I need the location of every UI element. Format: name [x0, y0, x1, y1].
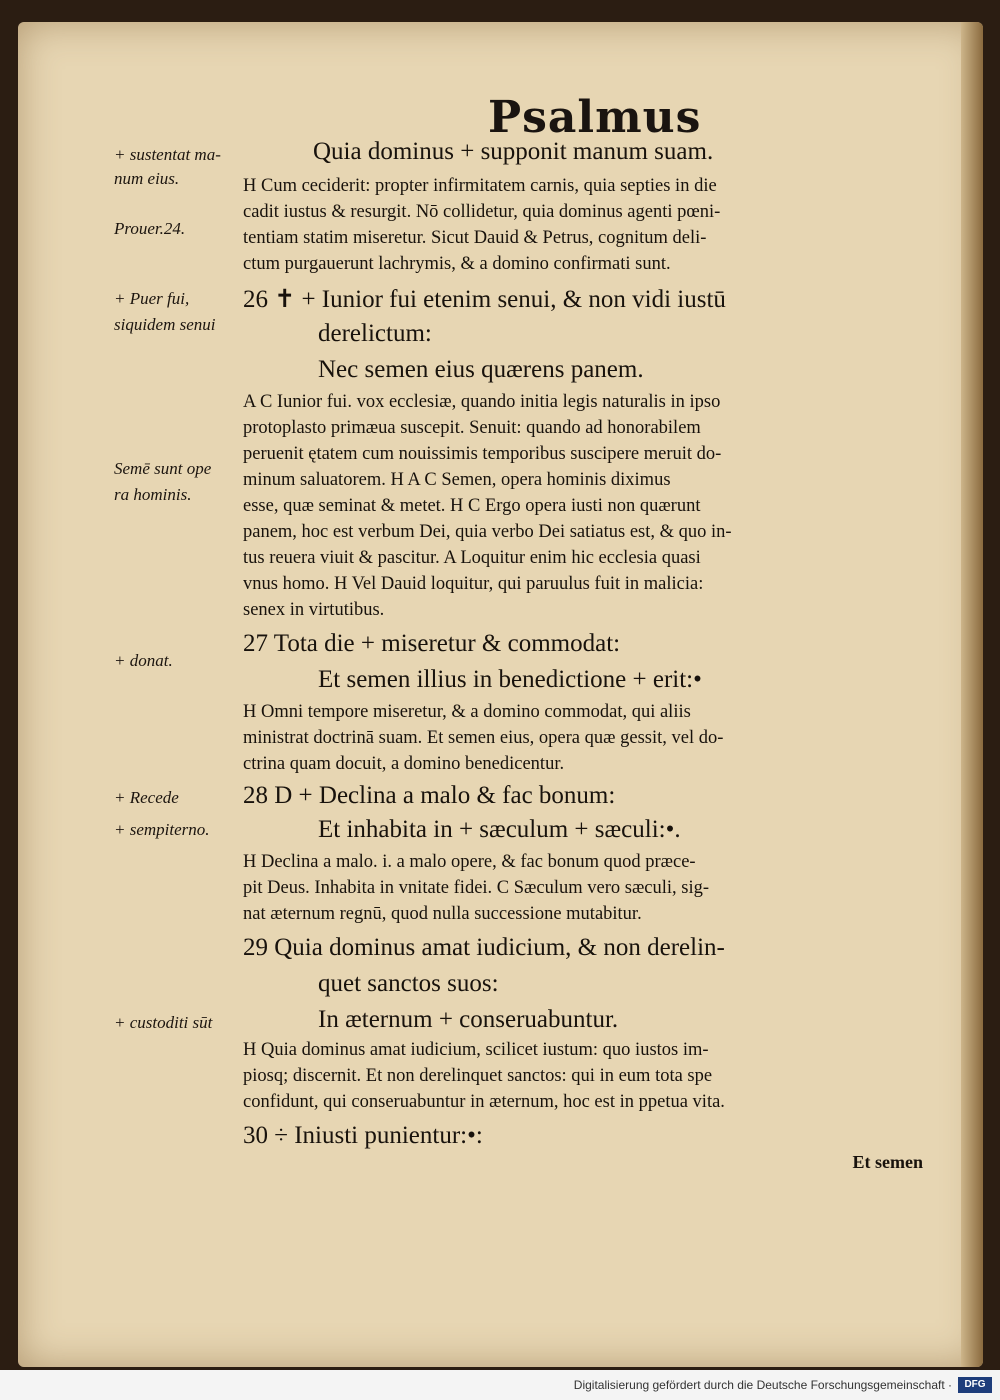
verse-line: 28 D + Declina a malo & fac bonum:	[243, 782, 616, 809]
margin-note: + sustentat ma-	[114, 145, 221, 164]
gloss-line: protoplasto primæua suscepit. Senuit: quando ad honorabilem	[243, 418, 701, 438]
verse-line: Nec semen eius quærens panem.	[318, 356, 644, 383]
digitization-footer	[0, 1370, 1000, 1400]
margin-note: Prouer.24.	[114, 219, 186, 238]
gloss-line: senex in virtutibus.	[243, 600, 385, 620]
verse-line: 27 Tota die + miseretur & commodat:	[243, 630, 621, 657]
gloss-line: esse, quæ seminat & metet. H C Ergo opera iusti non quærunt	[243, 496, 701, 516]
gloss-line: H Cum ceciderit: propter infirmitatem carnis, quia septies in die	[243, 176, 717, 196]
gloss-line: piosq; discernit. Et non derelinquet sanctos: qui in eum tota spe	[243, 1066, 713, 1086]
margin-note: + Recede	[114, 788, 179, 807]
running-header: Psalmus	[488, 92, 702, 143]
gloss-line: panem, hoc est verbum Dei, quia verbo Dei satiatus est, & quo in-	[243, 522, 732, 542]
gloss-line: tentiam statim miseretur. Sicut Dauid & Petrus, cognitum deli-	[243, 228, 707, 248]
verse-line: Et semen illius in benedictione + erit:•	[318, 666, 702, 693]
gloss-line: vnus homo. H Vel Dauid loquitur, qui paruulus fuit in malicia:	[243, 574, 704, 594]
gloss-line: tus reuera viuit & pascitur. A Loquitur enim hic ecclesia quasi	[243, 548, 701, 568]
margin-note: + donat.	[114, 651, 173, 670]
gloss-line: A C Iunior fui. vox ecclesiæ, quando initia legis naturalis in ipso	[243, 392, 721, 412]
footer-credit: Digitalisierung gefördert durch die Deutsche Forschungsgemeinschaft ·	[573, 1378, 952, 1392]
margin-note: num eius.	[114, 169, 180, 188]
gloss-line: H Quia dominus amat iudicium, scilicet iustum: quo iustos im-	[243, 1040, 709, 1060]
gloss-line: H Omni tempore miseretur, & a domino commodat, qui aliis	[243, 702, 691, 722]
verse-line: 26 ✝ + Iunior fui etenim senui, & non vidi iustū	[243, 286, 726, 313]
margin-note: ra hominis.	[114, 485, 192, 504]
verse-line: Et inhabita in + sæculum + sæculi:•.	[318, 816, 681, 843]
gloss-line: minum saluatorem. H A C Semen, opera hominis diximus	[243, 470, 671, 490]
verse-line: derelictum:	[318, 320, 432, 347]
book-page	[18, 22, 983, 1367]
verse-line: In æternum + conseruabuntur.	[318, 1006, 619, 1033]
page-gutter	[961, 22, 983, 1367]
gloss-line: cadit iustus & resurgit. Nō collidetur, quia dominus agenti pœni-	[243, 202, 721, 222]
gloss-line: H Declina a malo. i. a malo opere, & fac bonum quod præce-	[243, 852, 696, 872]
verse-line: Quia dominus + supponit manum suam.	[313, 138, 714, 165]
margin-note: + Puer fui,	[114, 289, 190, 308]
gloss-line: peruenit ętatem cum nouissimis temporibus suscipere meruit do-	[243, 444, 722, 464]
gloss-line: pit Deus. Inhabita in vnitate fidei. C Sæculum vero sæculi, sig-	[243, 878, 710, 898]
verse-line: quet sanctos suos:	[318, 970, 499, 997]
verse-line: 29 Quia dominus amat iudicium, & non derelin-	[243, 934, 725, 961]
gloss-line: nat æternum regnū, quod nulla successione mutabitur.	[243, 904, 642, 924]
dfg-logo-icon: DFG	[958, 1377, 992, 1393]
gloss-line: ctum purgauerunt lachrymis, & a domino confirmati sunt.	[243, 254, 671, 274]
verse-line: 30 ÷ Iniusti punientur:•:	[243, 1122, 483, 1149]
margin-note: + custoditi sūt	[114, 1013, 213, 1032]
catchword: Et semen	[852, 1152, 923, 1172]
margin-note: siquidem senui	[114, 315, 216, 334]
margin-note: Semē sunt ope	[114, 459, 212, 478]
margin-note: + sempiterno.	[114, 820, 210, 839]
gloss-line: confidunt, qui conseruabuntur in æternum, hoc est in ppetua vita.	[243, 1092, 725, 1112]
gloss-line: ministrat doctrinā suam. Et semen eius, opera quæ gessit, vel do-	[243, 728, 724, 748]
gloss-line: ctrina quam docuit, a domino benedicentur.	[243, 754, 565, 774]
